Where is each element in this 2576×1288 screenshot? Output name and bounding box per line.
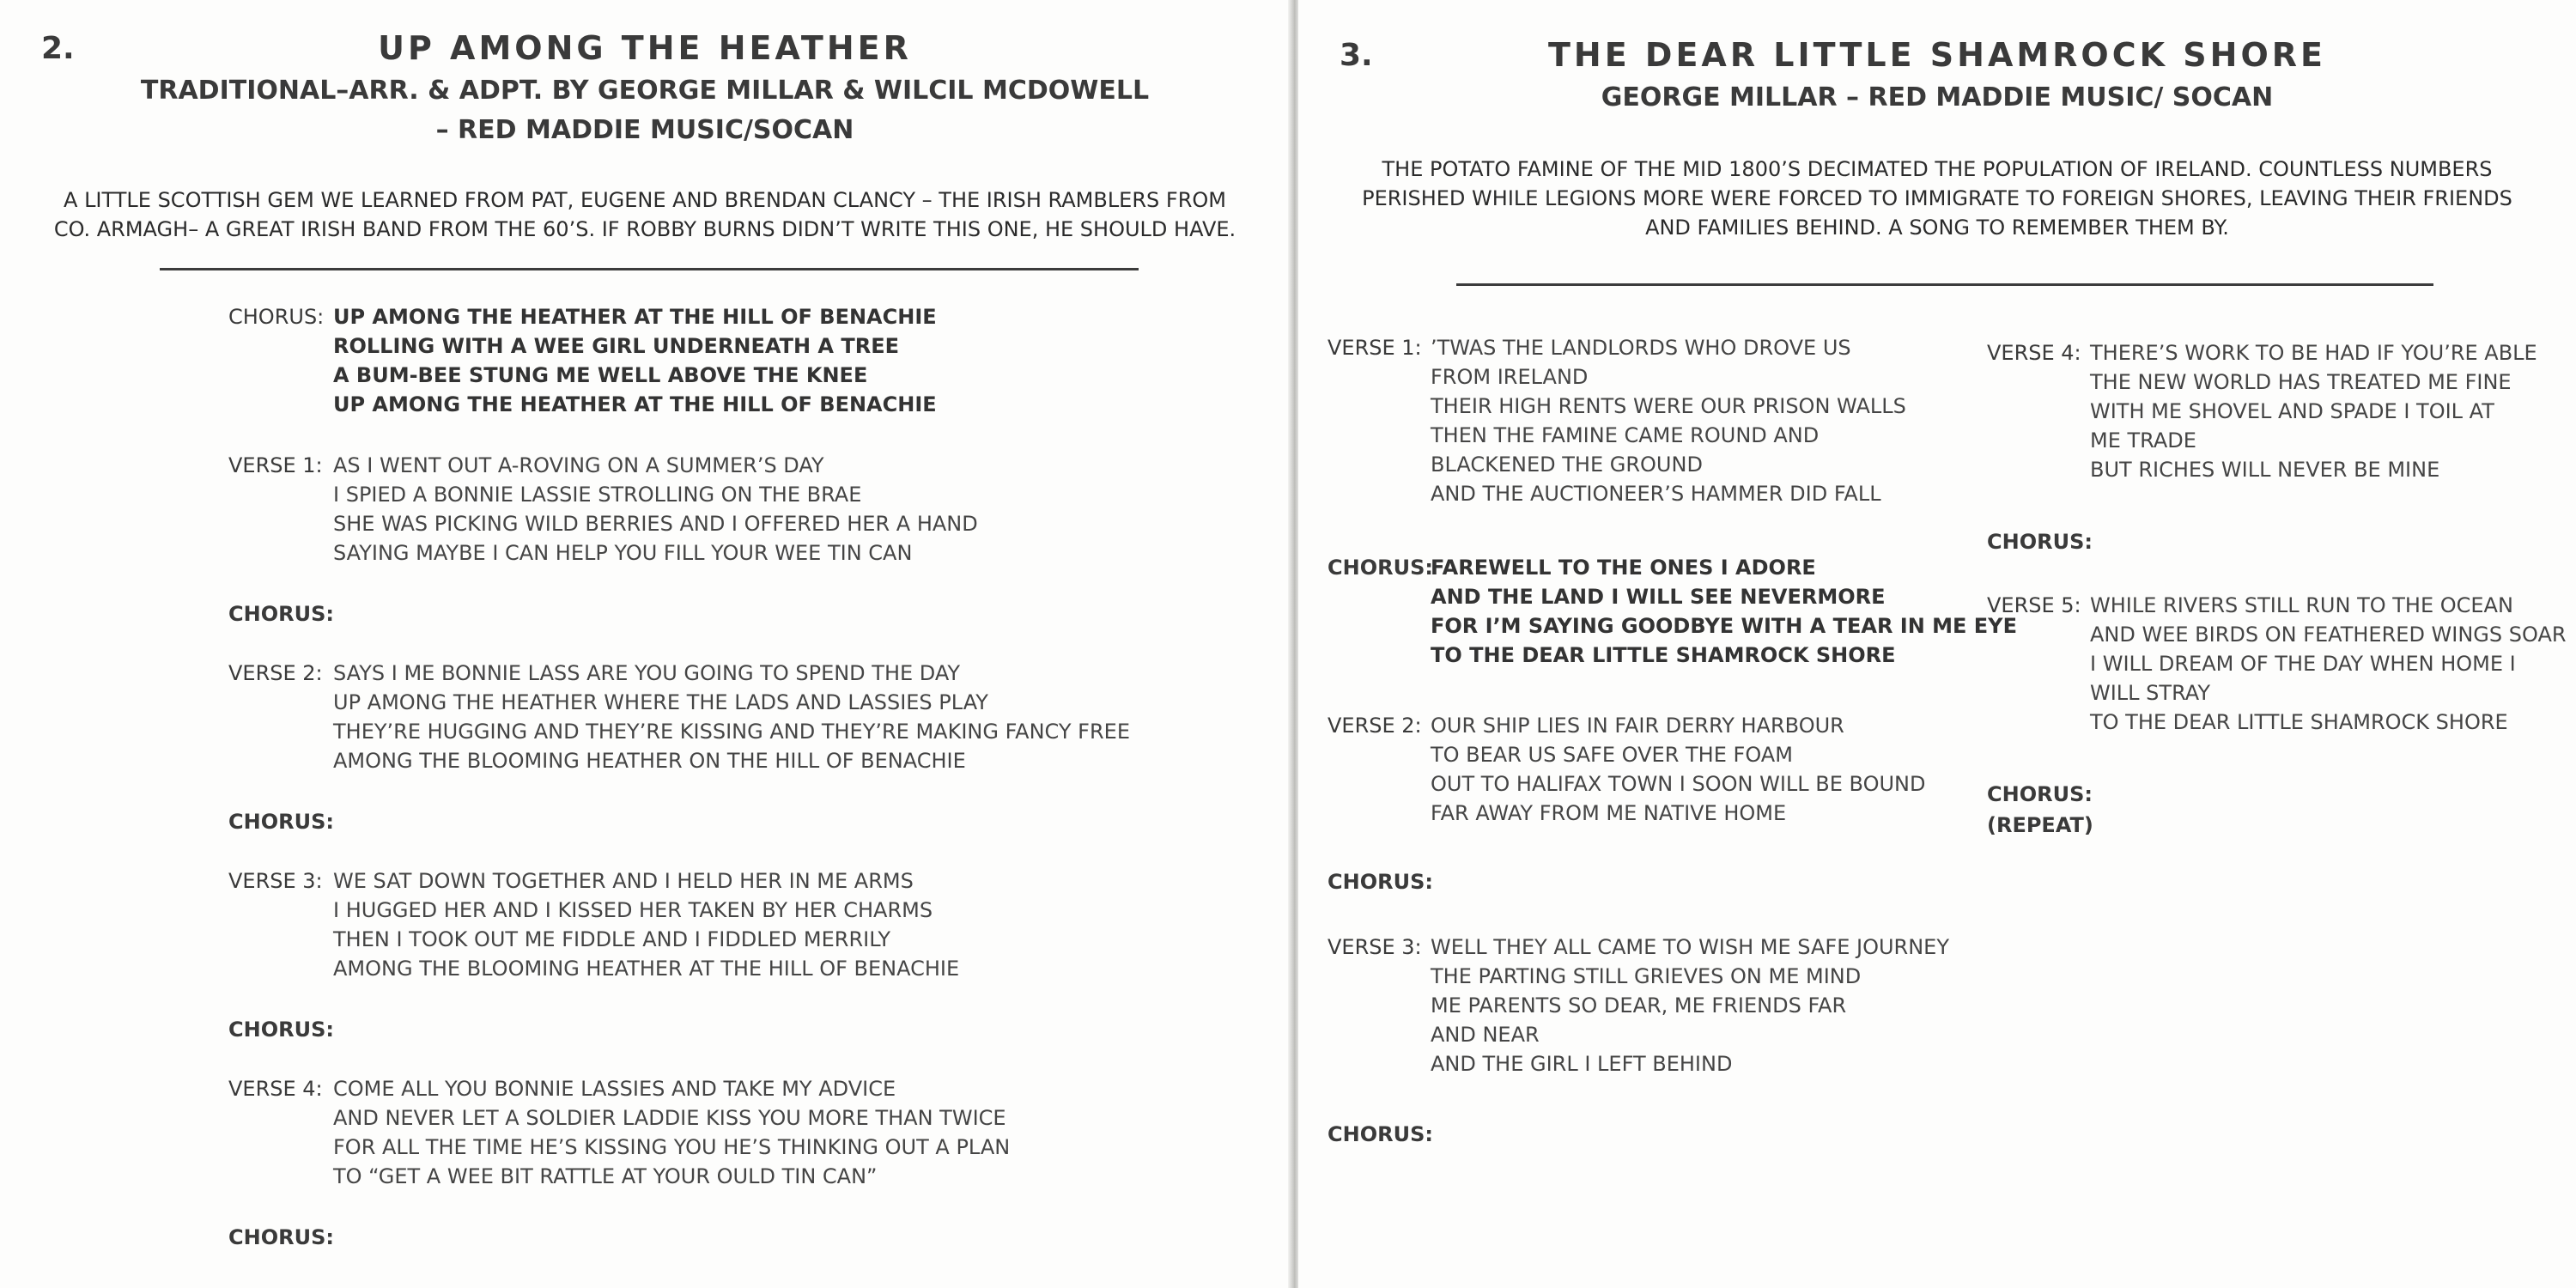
lyric-line: FAREWELL TO THE ONES I ADORE bbox=[1431, 556, 1816, 580]
chorus-label: CHORUS: bbox=[1327, 870, 1433, 894]
intro-line: THE POTATO FAMINE OF THE MID 1800’S DECIMATED THE POPULATION OF IRELAND. COUNTLESS NUMBERS bbox=[1382, 157, 2493, 181]
lyric-line: SAYS I ME BONNIE LASS ARE YOU GOING TO SPEND THE DAY bbox=[333, 661, 961, 685]
lyric-line: AND THE GIRL I LEFT BEHIND bbox=[1431, 1052, 1733, 1076]
lyric-line: WHILE RIVERS STILL RUN TO THE OCEAN bbox=[2090, 593, 2513, 617]
lyric-line: TO “GET A WEE BIT RATTLE AT YOUR OULD TIN CAN” bbox=[333, 1164, 878, 1188]
lyric-line: WELL THEY ALL CAME TO WISH ME SAFE JOURNEY bbox=[1431, 935, 1949, 959]
lyric-line: OUR SHIP LIES IN FAIR DERRY HARBOUR bbox=[1431, 714, 1844, 738]
lyric-line: BLACKENED THE GROUND bbox=[1431, 453, 1703, 477]
lyric-line: AND NEVER LET A SOLDIER LADDIE KISS YOU MORE THAN TWICE bbox=[333, 1106, 1006, 1130]
lyric-line: WE SAT DOWN TOGETHER AND I HELD HER IN ME ARMS bbox=[333, 869, 914, 893]
intro-line: A LITTLE SCOTTISH GEM WE LEARNED FROM PAT, EUGENE AND BRENDAN CLANCY – THE IRISH RAMBLERS FROM bbox=[64, 188, 1226, 212]
song-title: UP AMONG THE HEATHER bbox=[378, 29, 912, 67]
lyric-line: I SPIED A BONNIE LASSIE STROLLING ON THE BRAE bbox=[333, 483, 862, 507]
verse-3-label: VERSE 3: bbox=[1327, 935, 1422, 959]
intro-line: CO. ARMAGH– A GREAT IRISH BAND FROM THE 60’S. IF ROBBY BURNS DIDN’T WRITE THIS ONE, HE SHOULD HAVE. bbox=[53, 217, 1236, 241]
intro-line: AND FAMILIES BEHIND. A SONG TO REMEMBER THEM BY. bbox=[1645, 216, 2229, 240]
lyric-line: FAR AWAY FROM ME NATIVE HOME bbox=[1431, 801, 1787, 825]
lyric-line: AND WEE BIRDS ON FEATHERED WINGS SOAR bbox=[2090, 623, 2567, 647]
verse-4-label: VERSE 4: bbox=[228, 1077, 323, 1101]
song-credit: TRADITIONAL–ARR. & ADPT. BY GEORGE MILLAR & WILCIL MCDOWELL bbox=[140, 76, 1150, 106]
lyric-line: THEY’RE HUGGING AND THEY’RE KISSING AND THEY’RE MAKING FANCY FREE bbox=[333, 720, 1130, 744]
lyric-line: I WILL DREAM OF THE DAY WHEN HOME I bbox=[2090, 652, 2516, 676]
chorus-label: CHORUS: bbox=[1987, 782, 2093, 806]
lyric-line: ’TWAS THE LANDLORDS WHO DROVE US bbox=[1431, 336, 1851, 360]
lyric-line: UP AMONG THE HEATHER WHERE THE LADS AND LASSIES PLAY bbox=[333, 690, 988, 714]
chorus-label: CHORUS: bbox=[228, 810, 334, 834]
song-intro bbox=[1298, 155, 2576, 242]
chorus-label: CHORUS: bbox=[1327, 556, 1433, 580]
verse-3-lyrics bbox=[1431, 933, 1949, 1078]
verse-2-label: VERSE 2: bbox=[228, 661, 323, 685]
divider bbox=[1456, 283, 2433, 286]
lyric-line: FOR ALL THE TIME HE’S KISSING YOU HE’S THINKING OUT A PLAN bbox=[333, 1135, 1011, 1159]
lyric-line: BUT RICHES WILL NEVER BE MINE bbox=[2090, 458, 2440, 482]
lyric-line: THEN I TOOK OUT ME FIDDLE AND I FIDDLED MERRILY bbox=[333, 927, 891, 951]
verse-5-label: VERSE 5: bbox=[1987, 593, 2081, 617]
lyric-line: THE PARTING STILL GRIEVES ON ME MIND bbox=[1431, 964, 1862, 988]
verse-2-lyrics bbox=[1431, 711, 1925, 828]
lyric-line: TO THE DEAR LITTLE SHAMROCK SHORE bbox=[2090, 710, 2508, 734]
lyric-line: FOR I’M SAYING GOODBYE WITH A TEAR IN ME EYE bbox=[1431, 614, 2017, 638]
verse-1-lyrics bbox=[1431, 333, 1906, 508]
lyric-line: TO BEAR US SAFE OVER THE FOAM bbox=[1431, 743, 1793, 767]
chorus-label: CHORUS: bbox=[228, 1225, 334, 1249]
chorus-label: CHORUS: bbox=[1987, 530, 2093, 554]
lyric-line: AND THE LAND I WILL SEE NEVERMORE bbox=[1431, 585, 1886, 609]
right-page bbox=[1298, 0, 2576, 1288]
track-number: 2. bbox=[41, 31, 75, 66]
lyric-line: UP AMONG THE HEATHER AT THE HILL OF BENACHIE bbox=[333, 305, 937, 329]
lyric-line: AMONG THE BLOOMING HEATHER ON THE HILL OF BENACHIE bbox=[333, 749, 966, 773]
chorus-label: CHORUS: bbox=[228, 1018, 334, 1042]
chorus-label: CHORUS: bbox=[228, 602, 334, 626]
track-number: 3. bbox=[1340, 38, 1373, 73]
verse-4-lyrics bbox=[333, 1074, 1010, 1191]
lyric-line: ME PARENTS SO DEAR, ME FRIENDS FAR bbox=[1431, 993, 1847, 1018]
verse-5-lyrics bbox=[2090, 591, 2567, 737]
lyric-line: I HUGGED HER AND I KISSED HER TAKEN BY HER CHARMS bbox=[333, 898, 933, 922]
verse-4-lyrics bbox=[2090, 338, 2537, 484]
lyric-line: SHE WAS PICKING WILD BERRIES AND I OFFERED HER A HAND bbox=[333, 512, 978, 536]
lyric-line: TO THE DEAR LITTLE SHAMROCK SHORE bbox=[1431, 643, 1896, 667]
divider bbox=[160, 268, 1139, 270]
lyric-line: UP AMONG THE HEATHER AT THE HILL OF BENACHIE bbox=[333, 392, 937, 416]
lyric-line: AND NEAR bbox=[1431, 1023, 1540, 1047]
chorus-lyrics bbox=[1431, 553, 2017, 670]
intro-line: PERISHED WHILE LEGIONS MORE WERE FORCED TO IMMIGRATE TO FOREIGN SHORES, LEAVING THEIR FRIENDS bbox=[1362, 186, 2512, 210]
verse-2-label: VERSE 2: bbox=[1327, 714, 1422, 738]
song-intro bbox=[0, 185, 1290, 244]
lyric-line: SAYING MAYBE I CAN HELP YOU FILL YOUR WEE TIN CAN bbox=[333, 541, 913, 565]
verse-1-label: VERSE 1: bbox=[1327, 336, 1422, 360]
lyric-line: AMONG THE BLOOMING HEATHER AT THE HILL OF BENACHIE bbox=[333, 957, 960, 981]
lyric-line: WILL STRAY bbox=[2090, 681, 2210, 705]
lyric-line: A BUM-BEE STUNG ME WELL ABOVE THE KNEE bbox=[333, 363, 868, 387]
repeat-label: (REPEAT) bbox=[1987, 813, 2093, 837]
verse-3-lyrics bbox=[333, 866, 959, 983]
lyric-line: AND THE AUCTIONEER’S HAMMER DID FALL bbox=[1431, 482, 1881, 506]
song-credit-publisher: – RED MADDIE MUSIC/SOCAN bbox=[435, 115, 854, 145]
verse-1-label: VERSE 1: bbox=[228, 453, 323, 477]
lyric-line: ROLLING WITH A WEE GIRL UNDERNEATH A TREE bbox=[333, 334, 900, 358]
song-title: THE DEAR LITTLE SHAMROCK SHORE bbox=[1548, 36, 2326, 74]
lyric-line: ME TRADE bbox=[2090, 428, 2196, 453]
lyric-line: FROM IRELAND bbox=[1431, 365, 1589, 389]
chorus-label: CHORUS: bbox=[228, 305, 325, 329]
lyric-line: THE NEW WORLD HAS TREATED ME FINE bbox=[2090, 370, 2512, 394]
verse-4-label: VERSE 4: bbox=[1987, 341, 2081, 365]
lyric-line: COME ALL YOU BONNIE LASSIES AND TAKE MY ADVICE bbox=[333, 1077, 896, 1101]
verse-1-lyrics bbox=[333, 451, 978, 568]
lyric-line: THEN THE FAMINE CAME ROUND AND bbox=[1431, 423, 1820, 447]
lyric-line: OUT TO HALIFAX TOWN I SOON WILL BE BOUND bbox=[1431, 772, 1926, 796]
lyric-line: AS I WENT OUT A-ROVING ON A SUMMER’S DAY bbox=[333, 453, 824, 477]
song-credit: GEORGE MILLAR – RED MADDIE MUSIC/ SOCAN bbox=[1601, 82, 2274, 112]
chorus-lyrics bbox=[333, 302, 937, 419]
lyric-line: THEIR HIGH RENTS WERE OUR PRISON WALLS bbox=[1431, 394, 1906, 418]
chorus-label: CHORUS: bbox=[1327, 1122, 1433, 1146]
lyric-line: THERE’S WORK TO BE HAD IF YOU’RE ABLE bbox=[2090, 341, 2537, 365]
verse-3-label: VERSE 3: bbox=[228, 869, 323, 893]
lyric-line: WITH ME SHOVEL AND SPADE I TOIL AT bbox=[2090, 399, 2494, 423]
verse-2-lyrics bbox=[333, 659, 1130, 775]
